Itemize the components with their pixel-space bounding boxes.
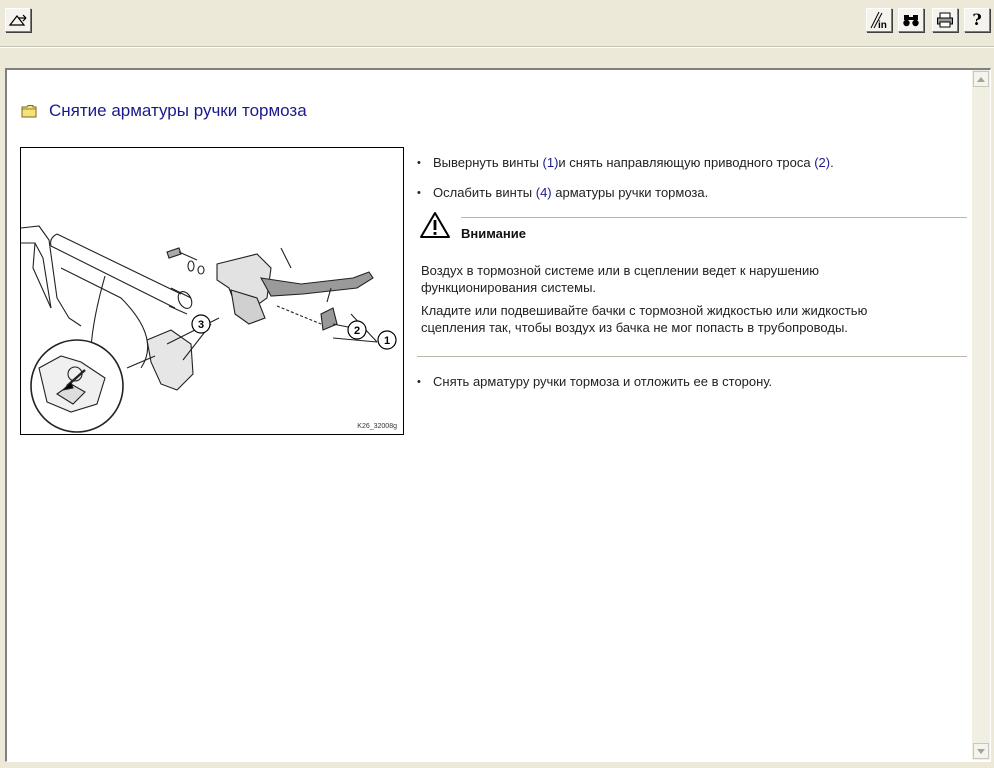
page-title: Снятие арматуры ручки тормоза [49, 101, 307, 120]
navigate-up-button[interactable] [5, 8, 31, 32]
navigate-up-icon [8, 13, 28, 27]
link-cable-guide-2[interactable]: (2) [814, 155, 831, 170]
step-item: • Вывернуть винты (1)и снять направляющую приводного троса (2). [417, 155, 834, 170]
callout-2: 2 [353, 325, 361, 337]
folder-icon [21, 104, 37, 118]
scroll-up-icon [977, 77, 985, 82]
scroll-down-button[interactable] [973, 743, 989, 759]
help-button[interactable] [964, 8, 990, 32]
callout-3: 3 [197, 319, 205, 331]
warning-title: Внимание [461, 226, 526, 241]
page-heading [21, 100, 307, 122]
toolbar [0, 0, 994, 46]
bullet-icon: • [417, 187, 421, 199]
content-frame [5, 68, 991, 762]
link-screws-4[interactable]: (4) [535, 185, 552, 200]
bullet-icon: • [417, 376, 421, 388]
help-icon: ? [972, 10, 982, 29]
warning-top-divider [461, 217, 967, 218]
scroll-down-icon [977, 749, 985, 754]
vertical-scrollbar[interactable] [972, 70, 990, 760]
warning-paragraph: Воздух в тормозной системе или в сцеплении ведет к нарушению функционирования системы. [421, 263, 819, 295]
bullet-icon: • [417, 157, 421, 169]
scroll-up-button[interactable] [973, 71, 989, 87]
print-button[interactable] [932, 8, 958, 32]
print-icon [936, 12, 954, 28]
view-in-button[interactable] [866, 8, 892, 32]
step-item: • Снять арматуру ручки тормоза и отложить ее в сторону. [417, 374, 773, 389]
view-in-label: in [878, 20, 887, 30]
warning-bottom-divider [417, 356, 967, 357]
warning-triangle-icon [419, 211, 451, 239]
find-binoculars-icon [902, 13, 920, 27]
step-item: • Ослабить винты (4) арматуры ручки тормоза. [417, 185, 709, 200]
find-button[interactable] [898, 8, 924, 32]
content-area [7, 70, 971, 760]
link-screws-1[interactable]: (1) [542, 155, 559, 170]
warning-paragraph: Кладите или подвешивайте бачки с тормозной жидкостью или жидкостью сцепления так, чтобы воздух из бачка не мог попасть в трубопроводы. [421, 303, 868, 335]
brake-lever-illustration [20, 147, 404, 435]
view-in-icon [868, 10, 890, 30]
figure-caption: K26_32008g [357, 423, 397, 430]
brake-lever-drawing [21, 148, 403, 434]
callout-1: 1 [383, 335, 391, 347]
